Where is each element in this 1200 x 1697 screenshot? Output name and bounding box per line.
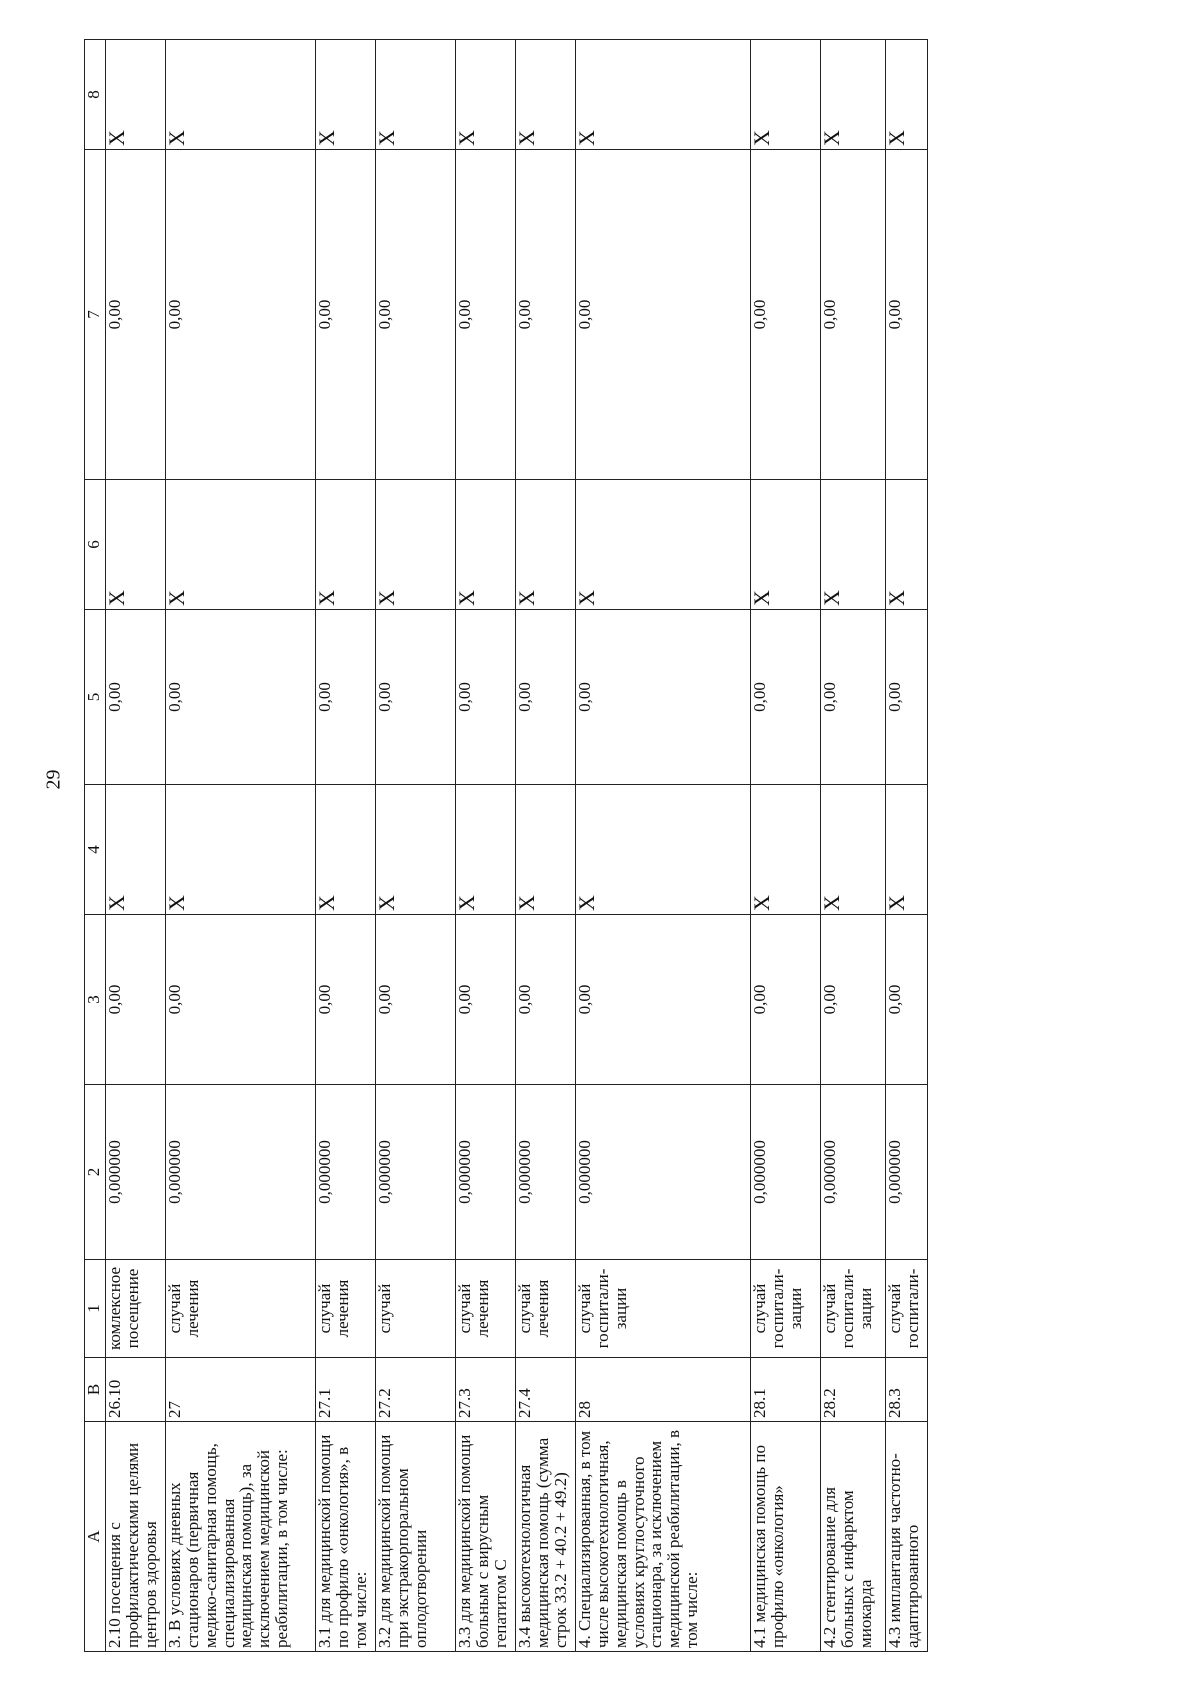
cell-col3: 0,00: [316, 915, 376, 1085]
cell-col3: 0,00: [106, 915, 166, 1085]
header-cell: 2: [85, 1085, 106, 1260]
header-cell: 5: [85, 610, 106, 785]
row-unit: случай: [376, 1260, 456, 1358]
row-name: 4.1 медицинская помощь по профилю «онкология»: [751, 1422, 821, 1652]
row-unit: случай госпитали-зации: [576, 1260, 751, 1358]
row-code: 28: [576, 1358, 751, 1422]
row-name: 4. Специализированная, в том числе высокотехнологичная, медицинская помощь в условиях круглосуточного стационара, за исключением медицинской реабилитации, в том числе:: [576, 1422, 751, 1652]
table-row: [106, 40, 166, 1652]
cell-col3: 0,00: [456, 915, 516, 1085]
cell-col4: X: [316, 785, 376, 915]
cell-col8: X: [106, 40, 166, 150]
cell-col4: X: [106, 785, 166, 915]
cell-col2: 0,000000: [516, 1085, 576, 1260]
cell-col6: X: [751, 480, 821, 610]
header-cell: A: [85, 1422, 106, 1652]
cell-col3: 0,00: [886, 915, 928, 1085]
table-row: [166, 40, 316, 1652]
page-number: 29: [42, 769, 65, 790]
row-name: 4.3 имплантация частотно-адаптированного: [886, 1422, 928, 1652]
cell-col7: 0,00: [886, 150, 928, 480]
row-code: 27.1: [316, 1358, 376, 1422]
cell-col8: X: [376, 40, 456, 150]
cell-col5: 0,00: [456, 610, 516, 785]
cell-col2: 0,000000: [316, 1085, 376, 1260]
row-name: 3.3 для медицинской помощи больным с вирусным гепатитом С: [456, 1422, 516, 1652]
cell-col3: 0,00: [516, 915, 576, 1085]
cell-col7: 0,00: [376, 150, 456, 480]
table-row: [821, 40, 886, 1652]
cell-col3: 0,00: [166, 915, 316, 1085]
header-cell: 8: [85, 40, 106, 150]
cell-col5: 0,00: [751, 610, 821, 785]
table-row: [456, 40, 516, 1652]
row-unit: случай госпитали-зации: [821, 1260, 886, 1358]
header-row: [85, 40, 106, 1652]
cell-col2: 0,000000: [886, 1085, 928, 1260]
cell-col4: X: [376, 785, 456, 915]
row-name: 3.2 для медицинской помощи при экстракорпоральном оплодотворении: [376, 1422, 456, 1652]
row-code: 28.3: [886, 1358, 928, 1422]
row-unit: случай лечения: [166, 1260, 316, 1358]
header-cell: 3: [85, 915, 106, 1085]
cell-col5: 0,00: [516, 610, 576, 785]
cell-col6: X: [576, 480, 751, 610]
row-name: 3. В условиях дневных стационаров (первичная медико-санитарная помощь, специализированная медицинская помощь), за исключением медицинской реабилитации, в том числе:: [166, 1422, 316, 1652]
cell-col8: X: [821, 40, 886, 150]
row-code: 27.3: [456, 1358, 516, 1422]
row-code: 27: [166, 1358, 316, 1422]
cell-col7: 0,00: [576, 150, 751, 480]
row-name: 3.1 для медицинской помощи по профилю «онкология», в том числе:: [316, 1422, 376, 1652]
cell-col4: X: [456, 785, 516, 915]
cell-col8: X: [576, 40, 751, 150]
cell-col6: X: [516, 480, 576, 610]
cell-col6: X: [456, 480, 516, 610]
cell-col4: X: [166, 785, 316, 915]
cell-col5: 0,00: [376, 610, 456, 785]
header-cell: 7: [85, 150, 106, 480]
cell-col7: 0,00: [751, 150, 821, 480]
cell-col7: 0,00: [516, 150, 576, 480]
row-name: 2.10 посещения с профилактическими целями центров здоровья: [106, 1422, 166, 1652]
cell-col3: 0,00: [821, 915, 886, 1085]
cell-col3: 0,00: [751, 915, 821, 1085]
table-row: [516, 40, 576, 1652]
table-row: [576, 40, 751, 1652]
row-unit: комлексное посещение: [106, 1260, 166, 1358]
row-code: 26.10: [106, 1358, 166, 1422]
cell-col5: 0,00: [886, 610, 928, 785]
cell-col7: 0,00: [456, 150, 516, 480]
table-row: [886, 40, 928, 1652]
cell-col4: X: [886, 785, 928, 915]
cell-col8: X: [456, 40, 516, 150]
cell-col8: X: [886, 40, 928, 150]
row-code: 28.1: [751, 1358, 821, 1422]
cell-col8: X: [316, 40, 376, 150]
cell-col6: X: [106, 480, 166, 610]
cell-col6: X: [166, 480, 316, 610]
header-cell: 6: [85, 480, 106, 610]
row-unit: случай лечения: [456, 1260, 516, 1358]
data-table: [84, 39, 928, 1652]
cell-col8: X: [516, 40, 576, 150]
header-cell: 4: [85, 785, 106, 915]
table-row: [316, 40, 376, 1652]
header-cell: 1: [85, 1260, 106, 1358]
cell-col4: X: [821, 785, 886, 915]
row-name: 3.4 высокотехнологичная медицинская помощь (сумма строк 33.2 + 40.2 + 49.2): [516, 1422, 576, 1652]
cell-col5: 0,00: [576, 610, 751, 785]
cell-col2: 0,000000: [166, 1085, 316, 1260]
cell-col4: X: [751, 785, 821, 915]
header-cell: B: [85, 1358, 106, 1422]
cell-col5: 0,00: [316, 610, 376, 785]
cell-col7: 0,00: [106, 150, 166, 480]
cell-col2: 0,000000: [456, 1085, 516, 1260]
row-code: 28.2: [821, 1358, 886, 1422]
cell-col7: 0,00: [316, 150, 376, 480]
row-name: 4.2 стентирование для больных с инфарктом миокарда: [821, 1422, 886, 1652]
cell-col2: 0,000000: [751, 1085, 821, 1260]
row-unit: случай госпитали-: [886, 1260, 928, 1358]
cell-col8: X: [751, 40, 821, 150]
rotated-table-sheet: [84, 40, 1134, 1652]
cell-col6: X: [821, 480, 886, 610]
cell-col4: X: [576, 785, 751, 915]
cell-col6: X: [316, 480, 376, 610]
cell-col4: X: [516, 785, 576, 915]
table-row: [376, 40, 456, 1652]
cell-col2: 0,000000: [106, 1085, 166, 1260]
cell-col5: 0,00: [821, 610, 886, 785]
cell-col6: X: [886, 480, 928, 610]
cell-col2: 0,000000: [376, 1085, 456, 1260]
cell-col5: 0,00: [106, 610, 166, 785]
cell-col7: 0,00: [821, 150, 886, 480]
cell-col8: X: [166, 40, 316, 150]
table-row: [751, 40, 821, 1652]
cell-col2: 0,000000: [821, 1085, 886, 1260]
cell-col3: 0,00: [576, 915, 751, 1085]
row-unit: случай лечения: [316, 1260, 376, 1358]
cell-col7: 0,00: [166, 150, 316, 480]
cell-col6: X: [376, 480, 456, 610]
cell-col3: 0,00: [376, 915, 456, 1085]
cell-col2: 0,000000: [576, 1085, 751, 1260]
row-code: 27.4: [516, 1358, 576, 1422]
row-unit: случай лечения: [516, 1260, 576, 1358]
cell-col5: 0,00: [166, 610, 316, 785]
row-code: 27.2: [376, 1358, 456, 1422]
row-unit: случай госпитали-зации: [751, 1260, 821, 1358]
